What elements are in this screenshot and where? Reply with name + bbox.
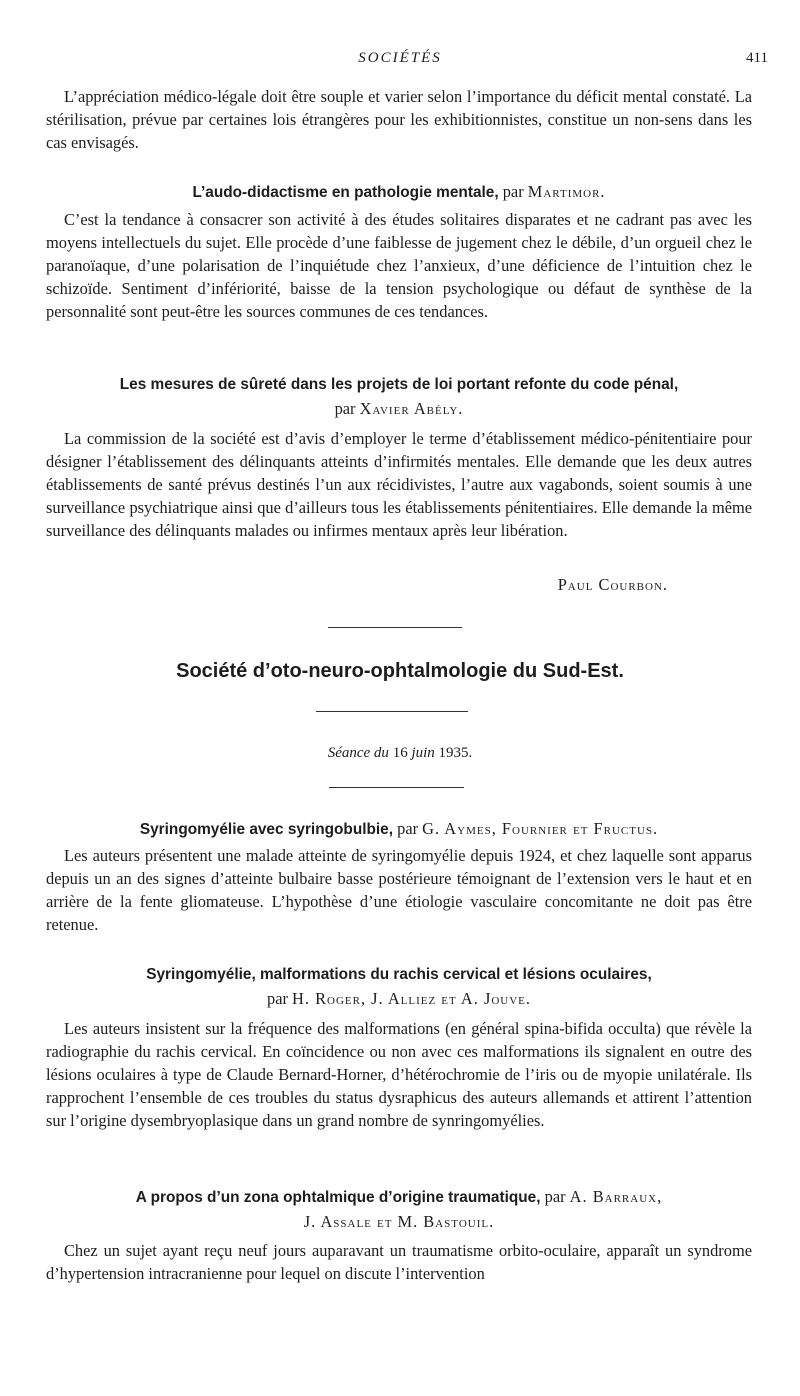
section-heading-zona [46, 1185, 752, 1234]
divider-rule [329, 787, 464, 788]
section-authors: Martimor. [527, 182, 606, 201]
section-paragraph: Les auteurs insistent sur la fréquence des malformations (en général spina-bifida occulta) que révèle la radiographie du rachis cervical. En coïncidence ou non avec ces malformations ils signalent en outre des lésions oculaires à type de Claude Bernard-Horner, d’hétérochromie de l’iris ou de myopie unilatérale. Ils rapprochent l’ensemble de ces troubles du status dysraphicus des auteurs allemands et attirent l’attention sur l’origine dysembryoplasique dans un grand nombre de synringomyélies. [46, 1019, 752, 1130]
section-heading-autodidactisme [46, 180, 752, 204]
section-body-malformations [46, 1017, 752, 1132]
session-date [0, 742, 800, 765]
par-word: par [544, 1187, 566, 1206]
section-paragraph: Chez un sujet ayant reçu neuf jours auparavant un traumatisme orbito-oculaire, apparaît un syndrome d’hypertension intracranienne pour lequel on discute l’intervention [46, 1241, 752, 1283]
divider-rule [316, 711, 468, 712]
signature: Paul Courbon. [557, 575, 668, 594]
par-word: par [267, 989, 288, 1008]
section-heading-mesures-surete [46, 373, 752, 421]
section-authors-line2: J. Assale et M. Bastouil. [303, 1212, 495, 1231]
session-year: 1935. [438, 745, 473, 761]
section-body-syringobulbie [46, 844, 752, 936]
section-paragraph: La commission de la société est d’avis d’employer le terme d’établissement médico-pénitentiaire pour désigner l’établissement des délinquants atteints d’infirmités mentales. Elle demande que les deux autres établissements de santé prévus destinés l’un aux récidivistes, l’autre aux vagabonds, soient soumis à une surveillance psychiatrique ainsi que d’ailleurs tous les établissements pénitentiaires. Elle demande la même surveillance des délinquants malades ou infirmes mentaux après leur libération. [46, 429, 752, 540]
section-heading-syringobulbie [46, 817, 752, 841]
par-word: par [397, 819, 419, 838]
page-number: 411 [746, 50, 768, 66]
section-title: L’audo-didactisme en pathologie mentale, [192, 184, 499, 201]
section-title: Syringomyélie, malformations du rachis cervical et lésions oculaires, [146, 966, 652, 983]
section-paragraph: C’est la tendance à consacrer son activité à des études solitaires disparates et ne cadrant pas avec les moyens intellectuels du sujet. Elle procède d’une faiblesse de jugement chez le débile, d’un orgueil chez le paranoïaque, d’une polarisation de l’inquiétude chez l’anxieux, d’une déficience de l’intuition chez le schizoïde. Sentiment d’infériorité, baisse de la tension psychologique ou défaut de synthèse de la personnalité sont peut-être les sources communes de ces tendances. [46, 210, 752, 321]
running-header: SOCIÉTÉS [358, 50, 442, 66]
section-authors-line1: A. Barraux, [569, 1187, 663, 1206]
par-word: par [334, 399, 356, 418]
section-authors: G. Aymes, Fournier et Fructus. [422, 819, 659, 838]
session-label: Séance du [327, 745, 389, 761]
section-title: Les mesures de sûreté dans les projets de loi portant refonte du code pénal, [119, 376, 679, 393]
section-paragraph: Les auteurs présentent une malade atteinte de syringomyélie depuis 1924, et chez laquelle sont apparus depuis un an des signes d’atteinte bulbaire basse postérieure témoignant de l’extension vers le haut et en arrière de la fente gliomateuse. L’hypothèse d’une étiologie vasculaire concomitante ne doit pas être retenue. [46, 846, 752, 934]
section-body-autodidactisme [46, 208, 752, 323]
intro-text [46, 85, 752, 154]
section-body-mesures-surete [46, 427, 752, 542]
section-heading-malformations [46, 963, 752, 1011]
society-title: Société d’oto-neuro-ophtalmologie du Sud-Est. [176, 660, 624, 682]
par-word: par [502, 182, 524, 201]
section-authors: H. Roger, J. Alliez et A. Jouve. [292, 989, 531, 1008]
divider-rule [328, 627, 462, 628]
session-month: juin [411, 745, 435, 761]
section-title: A propos d’un zona ophtalmique d’origine traumatique, [135, 1189, 541, 1206]
intro-paragraph: L’appréciation médico-légale doit être souple et varier selon l’importance du déficit mental constaté. La stérilisation, prévue par certaines lois étrangères pour les exhibitionnistes, constitue un non-sens dans les cas envisagés. [46, 87, 752, 152]
section-body-zona [46, 1239, 752, 1285]
section-authors: Xavier Abély. [359, 399, 464, 418]
session-day: 16 [392, 745, 408, 761]
section-title: Syringomyélie avec syringobulbie, [139, 821, 394, 838]
